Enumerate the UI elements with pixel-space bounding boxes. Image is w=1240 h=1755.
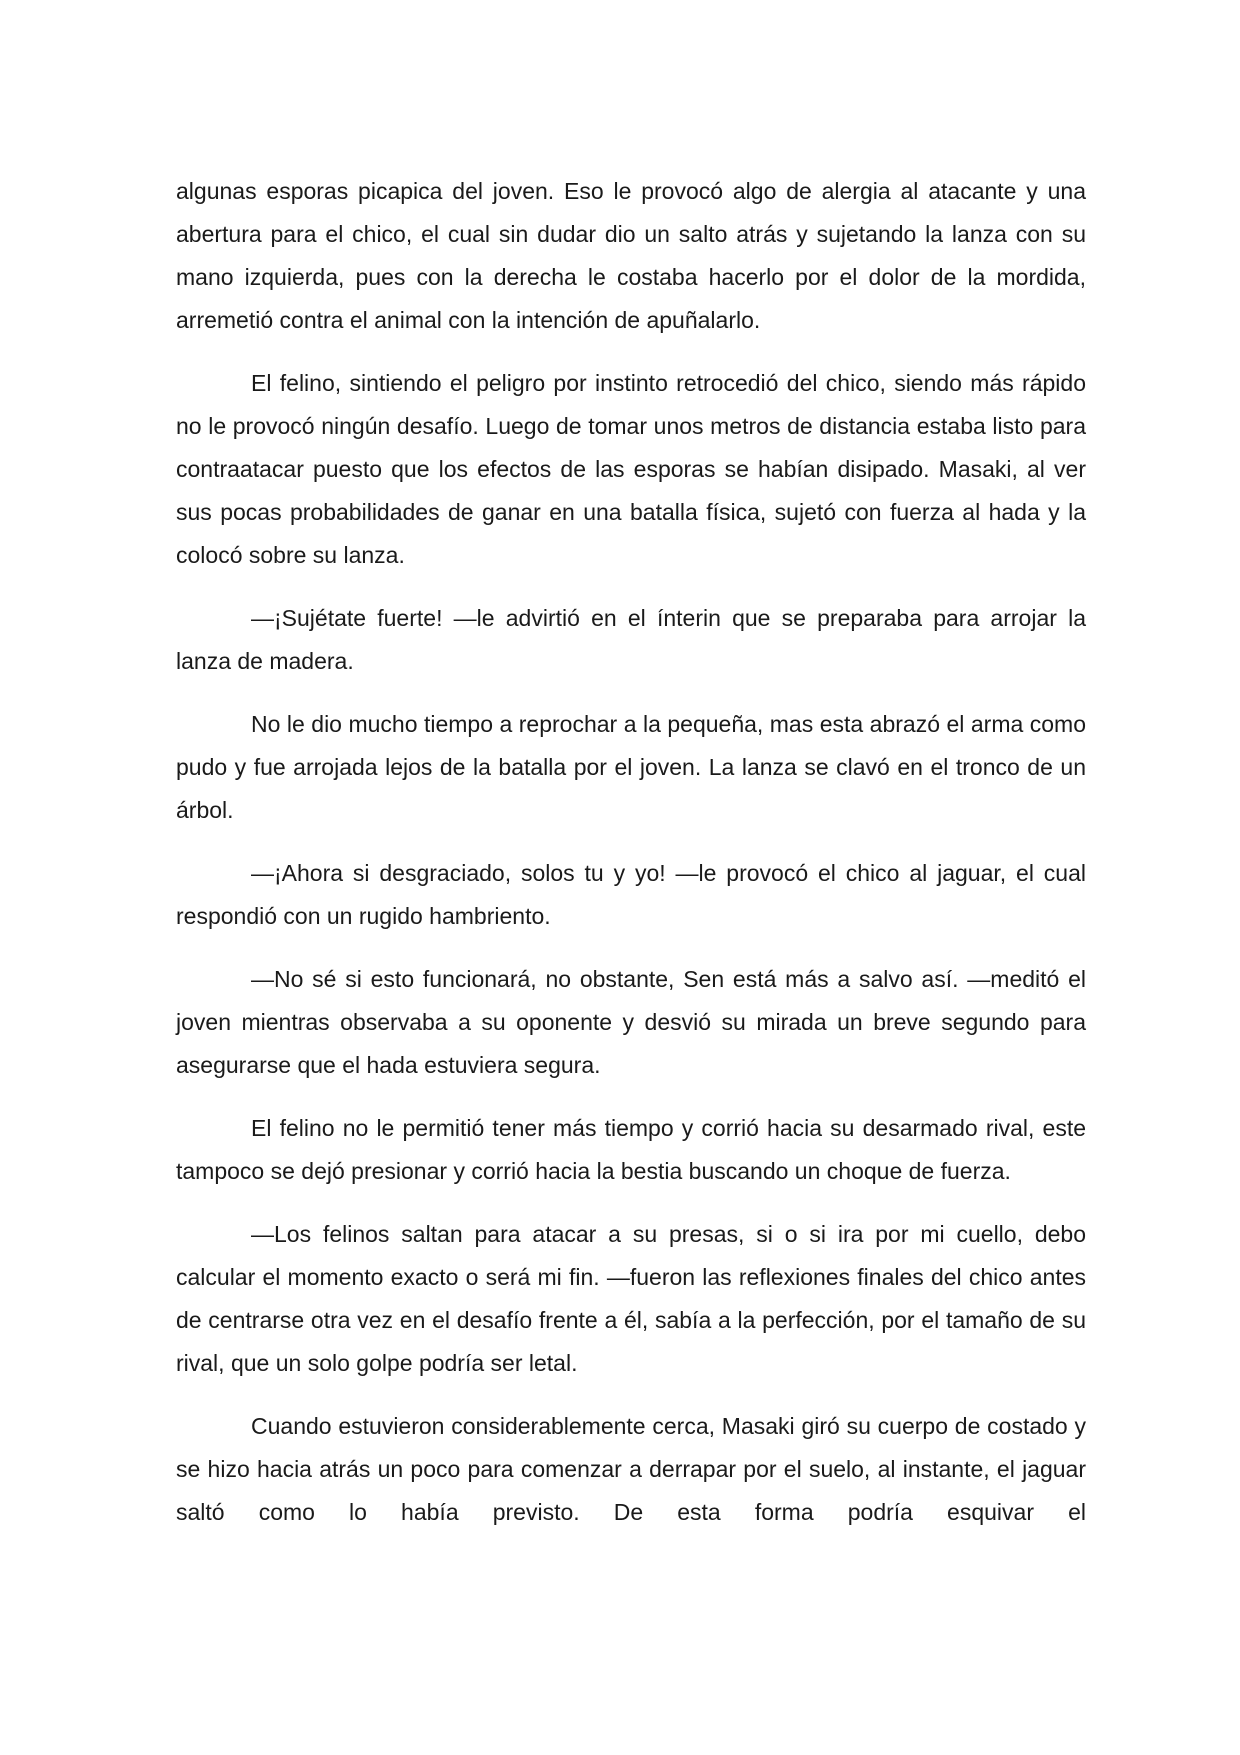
paragraph-7: El felino no le permitió tener más tiempo y corrió hacia su desarmado rival, este tampoco se dejó presionar y corrió hacia la bestia buscando un choque de fuerza.: [176, 1115, 1086, 1184]
body-text: [176, 170, 1086, 1534]
paragraph-1: algunas esporas picapica del joven. Eso le provocó algo de alergia al atacante y una abertura para el chico, el cual sin dudar dio un salto atrás y sujetando la lanza con su mano izquierda, pues con la derecha le costaba hacerlo por el dolor de la mordida, arremetió contra el animal con la intención de apuñalarlo.: [176, 178, 1086, 333]
paragraph-5: —¡Ahora si desgraciado, solos tu y yo! —le provocó el chico al jaguar, el cual respondió con un rugido hambriento.: [176, 860, 1086, 929]
paragraph-4: No le dio mucho tiempo a reprochar a la pequeña, mas esta abrazó el arma como pudo y fue arrojada lejos de la batalla por el joven. La lanza se clavó en el tronco de un árbol.: [176, 711, 1086, 823]
paragraph-9: Cuando estuvieron considerablemente cerca, Masaki giró su cuerpo de costado y se hizo hacia atrás un poco para comenzar a derrapar por el suelo, al instante, el jaguar saltó como lo había previsto. De esta forma podría esquivar el: [176, 1413, 1086, 1525]
paragraph-3: —¡Sujétate fuerte! —le advirtió en el ínterin que se preparaba para arrojar la lanza de madera.: [176, 605, 1086, 674]
paragraph-6: —No sé si esto funcionará, no obstante, Sen está más a salvo así. —meditó el joven mientras observaba a su oponente y desvió su mirada un breve segundo para asegurarse que el hada estuviera segura.: [176, 966, 1086, 1078]
paragraph-2: El felino, sintiendo el peligro por instinto retrocedió del chico, siendo más rápido no le provocó ningún desafío. Luego de tomar unos metros de distancia estaba listo para contraatacar puesto que los efectos de las esporas se habían disipado. Masaki, al ver sus pocas probabilidades de ganar en una batalla física, sujetó con fuerza al hada y la colocó sobre su lanza.: [176, 370, 1086, 568]
paragraph-8: —Los felinos saltan para atacar a su presas, si o si ira por mi cuello, debo calcular el momento exacto o será mi fin. —fueron las reflexiones finales del chico antes de centrarse otra vez en el desafío frente a él, sabía a la perfección, por el tamaño de su rival, que un solo golpe podría ser letal.: [176, 1221, 1086, 1376]
